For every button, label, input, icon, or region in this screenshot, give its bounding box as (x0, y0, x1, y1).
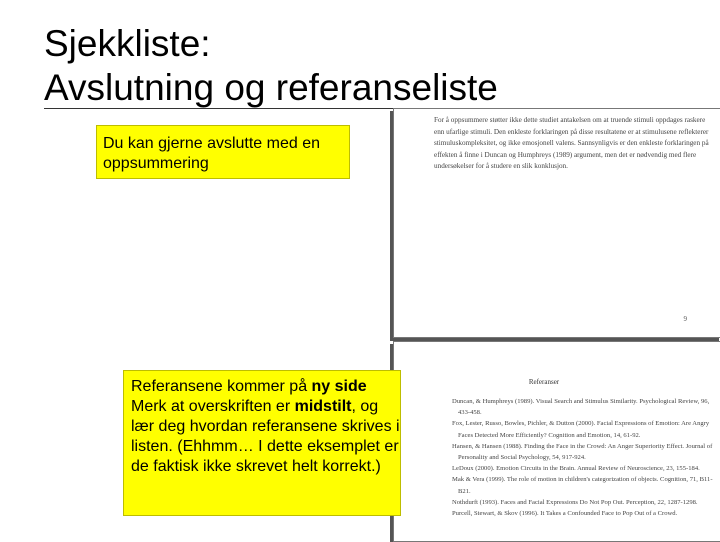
note-emphasis: ny side (311, 378, 367, 395)
reference-item: Hansen, & Hansen (1988). Finding the Face in the Crowd: An Anger Superiority Effect. Journal of Personality and Social Psychology, 54, 917-924. (452, 442, 713, 462)
document-page-conclusion (393, 108, 720, 338)
note-emphasis: midstilt (294, 398, 352, 415)
reference-item: Duncan, & Humphreys (1989). Visual Search and Stimulus Similarity. Psychological Review, 96, 433-458. (452, 398, 710, 417)
document-page-references (393, 341, 720, 542)
callout-summary-note: Du kan gjerne avslutte med en oppsummering (96, 125, 350, 179)
reference-item: Mak & Vera (1999). The role of motion in children's categorization of objects. Cognition, 71, B11-B21. (452, 476, 713, 495)
reference-item: Nothdurft (1993). Faces and Facial Expressions Do Not Pop Out. Perception, 22, 1287-1298. (452, 498, 698, 506)
conclusion-paragraph: For å oppsummere støtter ikke dette studiet antakelsen om at truende stimuli oppdages raskere enn ufarlige stimuli. Den enkleste forklaringen på disse resultatene er at stimulusene reflekterer stimuluskompleksitet, og ikke emosjonell valens. Sannsynligvis er den enkleste forklaringen på effekten å finne i Duncan og Humphreys (1989) argument, men det er nødvendig med flere undersøkelser for å studere en slik konklusjon. (434, 116, 709, 171)
reference-item: Fox, Lester, Russo, Bowles, Pichler, & Dutton (2000). Facial Expressions of Emotion: Are Angry Faces Detected More Efficiently? Cognition and Emotion, 14, 61-92. (452, 420, 710, 439)
note-text: Merk at overskriften er (131, 398, 295, 415)
references-heading: Referanser (528, 378, 560, 386)
reference-list (452, 396, 714, 519)
reference-item: LeDoux (2000). Emotion Circuits in the Brain. Annual Review of Neuroscience, 23, 155-184. (452, 465, 700, 473)
callout-references-note (123, 370, 401, 516)
page-number: 9 (683, 315, 687, 323)
reference-item: Purcell, Stewart, & Skov (1996). It Takes a Confounded Face to Pop Out of a Crowd. (452, 510, 678, 518)
note-text: Referansene kommer på (131, 378, 312, 395)
note-text: , og lær deg hvordan referansene skrives i listen. (Ehhmm… I dette eksemplet er de faktisk ikke skrevet helt korrekt.) (131, 398, 400, 475)
slide-title: Sjekkliste: Avslutning og referanseliste (44, 23, 498, 108)
